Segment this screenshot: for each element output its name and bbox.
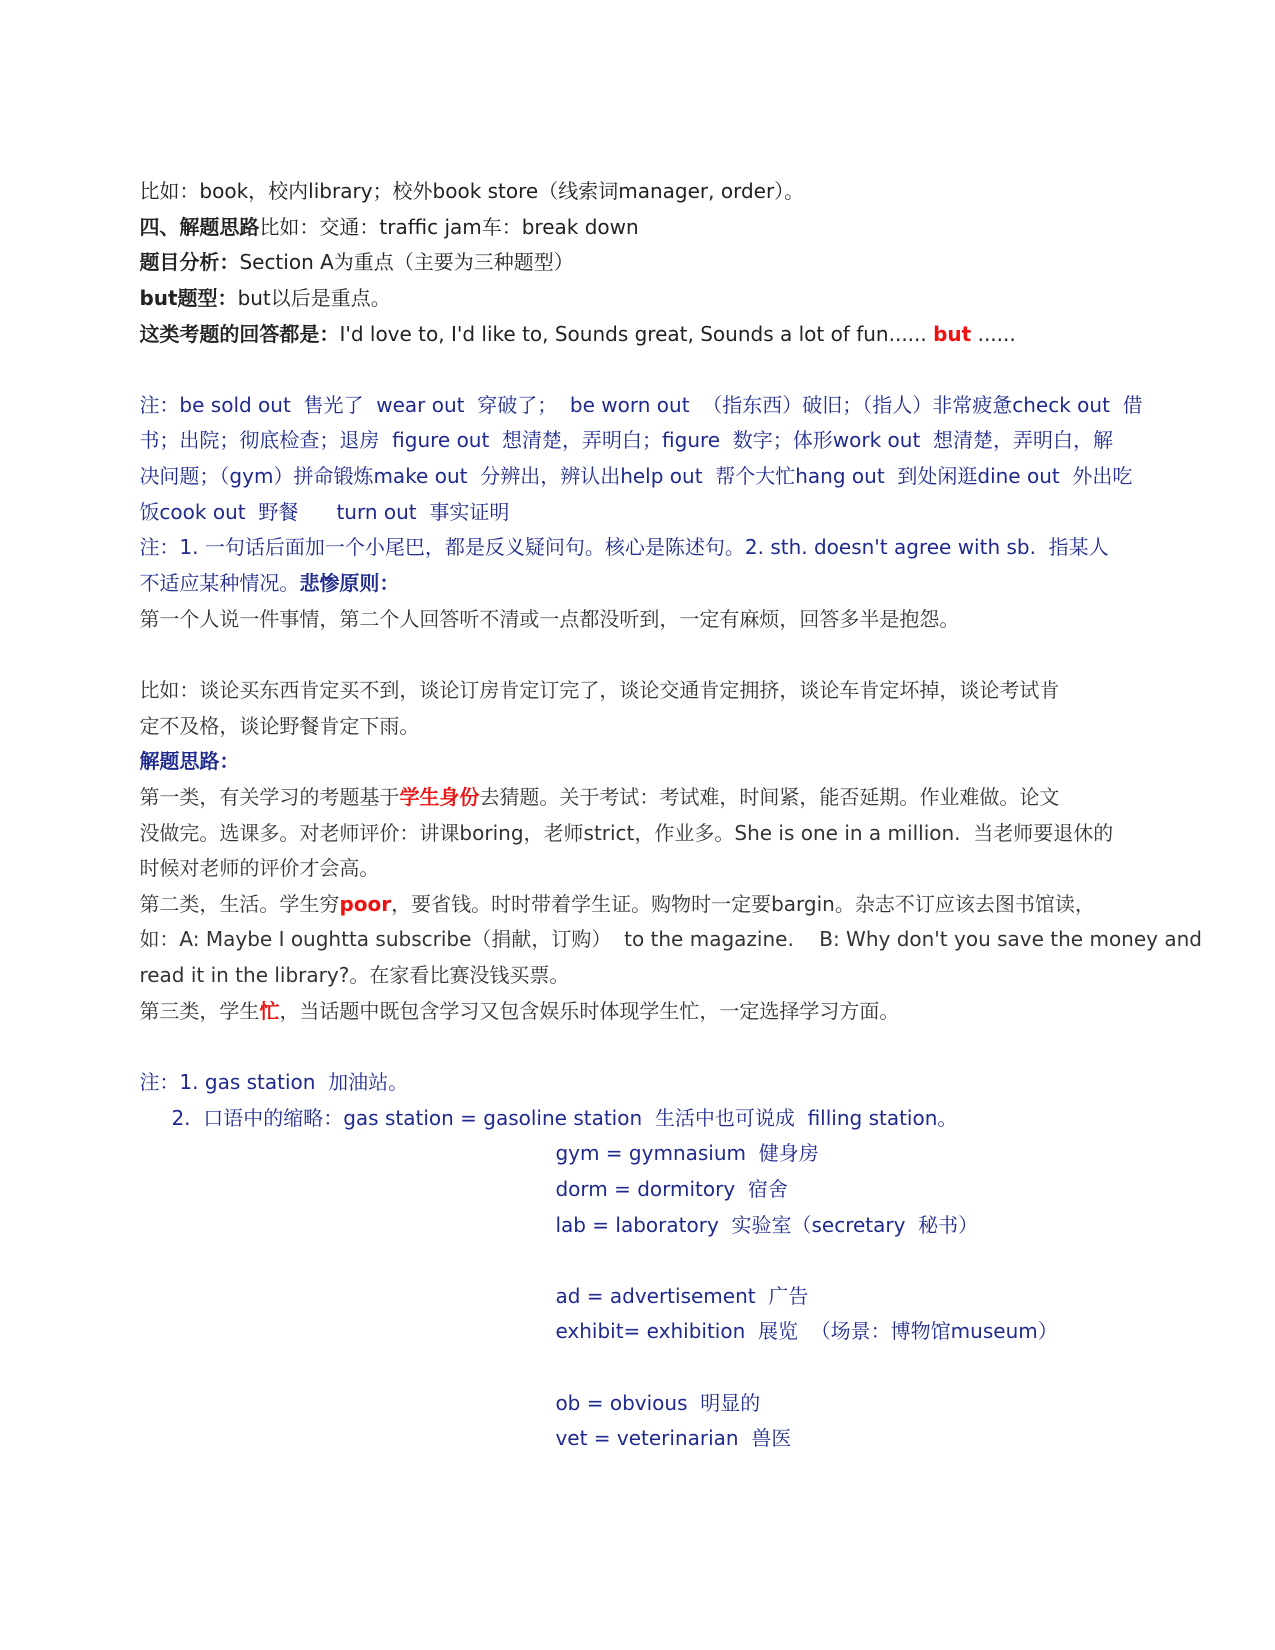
text-span: 不适应某种情况。 [139,571,300,595]
abbr-line-ad [530,1257,809,1308]
text-span: 第一个人说一件事情，第二个人回答听不清或一点都没听到，一定有麻烦，回答多半是抱怨。 [139,607,960,631]
text-line-22 [114,972,900,1023]
text-span: lab = laboratory 实验室（secretary 秘书） [555,1213,979,1237]
heading-span: 解题思路： [139,749,240,773]
text-line-20 [114,900,1202,951]
text-line-12 [114,580,960,631]
text-line-17 [114,794,1114,845]
text-line-11 [114,544,400,595]
text-line-6 [114,366,1143,417]
text-span: 比如：book，校内library；校外book store（线索词manager, order）。 [139,179,805,203]
heading-span: 这类考题的回答都是： [139,322,340,346]
text-span: 去猜题。关于考试：考试难，时间紧，能否延期。作业难做。论文 [479,785,1060,809]
heading-span: 四、解题思路 [139,215,260,239]
abbr-line-gym [530,1114,819,1165]
text-span: 第三类，学生 [139,999,260,1023]
text-line-2 [114,188,639,239]
text-span: 比如：谈论买东西肯定买不到，谈论订房肯定订完了，谈论交通肯定拥挤，谈论车肯定坏掉，谈论考试肯 [139,678,1060,702]
text-line-14 [114,687,420,738]
text-line-24 [146,1079,958,1130]
text-span: 没做完。选课多。对老师评价：讲课boring，老师strict，作业多。She is one in a million. 当老师要退休的 [139,821,1114,845]
text-span: vet = veterinarian 兽医 [555,1426,792,1450]
text-span: Section A为重点（主要为三种题型） [239,250,574,274]
text-span: ...... [971,322,1016,346]
text-line-3 [114,223,574,274]
text-span: 注：1. 一句话后面加一个小尾巴，都是反义疑问句。核心是陈述句。2. sth. doesn't agree with sb. 指某人 [139,535,1109,559]
heading-span: 题目分析： [139,250,240,274]
heading-span: 悲惨原则： [299,571,400,595]
text-span: 时候对老师的评价才会高。 [139,856,380,880]
text-line-13 [114,651,1060,702]
text-span: 比如：交通：traffic jam车：break down [259,215,639,239]
text-span: I'd love to, I'd like to, Sounds great, Sounds a lot of fun...... [339,322,934,346]
text-span: 定不及格，谈论野餐肯定下雨。 [139,714,420,738]
abbr-line-exhibit [530,1292,1058,1343]
text-span: ，当话题中既包含学习又包含娱乐时体现学生忙，一定选择学习方面。 [279,999,900,1023]
text-span: ad = advertisement 广告 [555,1284,809,1308]
abbr-line-ob [530,1364,761,1415]
text-line-18 [114,829,380,880]
text-line-7 [114,401,1114,452]
abbr-line-lab [530,1186,979,1237]
text-line-15 [114,722,240,773]
text-line-8 [114,437,1133,488]
text-span: gym = gymnasium 健身房 [555,1141,819,1165]
text-line-23 [114,1043,409,1094]
text-span: 注：be sold out 售光了 wear out 穿破了； be worn out （指东西）破旧；（指人）非常疲惫check out 借 [139,393,1143,417]
text-span: 决问题；（gym）拼命锻炼make out 分辨出，辨认出help out 帮个大忙hang out 到处闲逛dine out 外出吃 [139,464,1133,488]
text-span: 第一类，有关学习的考题基于 [139,785,400,809]
highlight-span: poor [339,892,392,916]
text-span: but以后是重点。 [237,286,391,310]
heading-span: but题型： [139,286,238,310]
text-line-9 [114,473,510,524]
text-span: 书；出院；彻底检查；退房 figure out 想清楚，弄明白；figure 数字；体形work out 想清楚，弄明白，解 [139,428,1114,452]
text-span: 注：1. gas station 加油站。 [139,1070,409,1094]
text-line-10 [114,508,1109,559]
text-span: exhibit= exhibition 展览 （场景：博物馆museum） [555,1319,1058,1343]
text-span: read it in the library?。在家看比赛没钱买票。 [139,963,570,987]
highlight-span: 忙 [259,999,280,1023]
highlight-span: but [933,322,972,346]
text-span: 饭cook out 野餐 turn out 事实证明 [139,500,510,524]
highlight-span: 学生身份 [399,785,480,809]
text-line-1 [114,152,805,203]
text-span: 如：A: Maybe I oughtta subscribe（捐献，订购） to the magazine. B: Why don't you save the money and [139,927,1202,951]
text-line-19 [114,865,1095,916]
abbr-line-vet [530,1399,792,1450]
text-span: 2. 口语中的缩略：gas station = gasoline station 生活中也可说成 filling station。 [171,1106,958,1130]
text-span: dorm = dormitory 宿舍 [555,1177,788,1201]
text-span: ，要省钱。时时带着学生证。购物时一定要bargin。杂志不订应该去图书馆读， [391,892,1095,916]
abbr-line-dorm [530,1150,788,1201]
text-span: 第二类，生活。学生穷 [139,892,340,916]
text-line-21 [114,936,570,987]
text-line-4 [114,259,391,310]
text-line-16 [114,758,1060,809]
text-line-5 [114,295,1016,346]
text-span: ob = obvious 明显的 [555,1391,761,1415]
